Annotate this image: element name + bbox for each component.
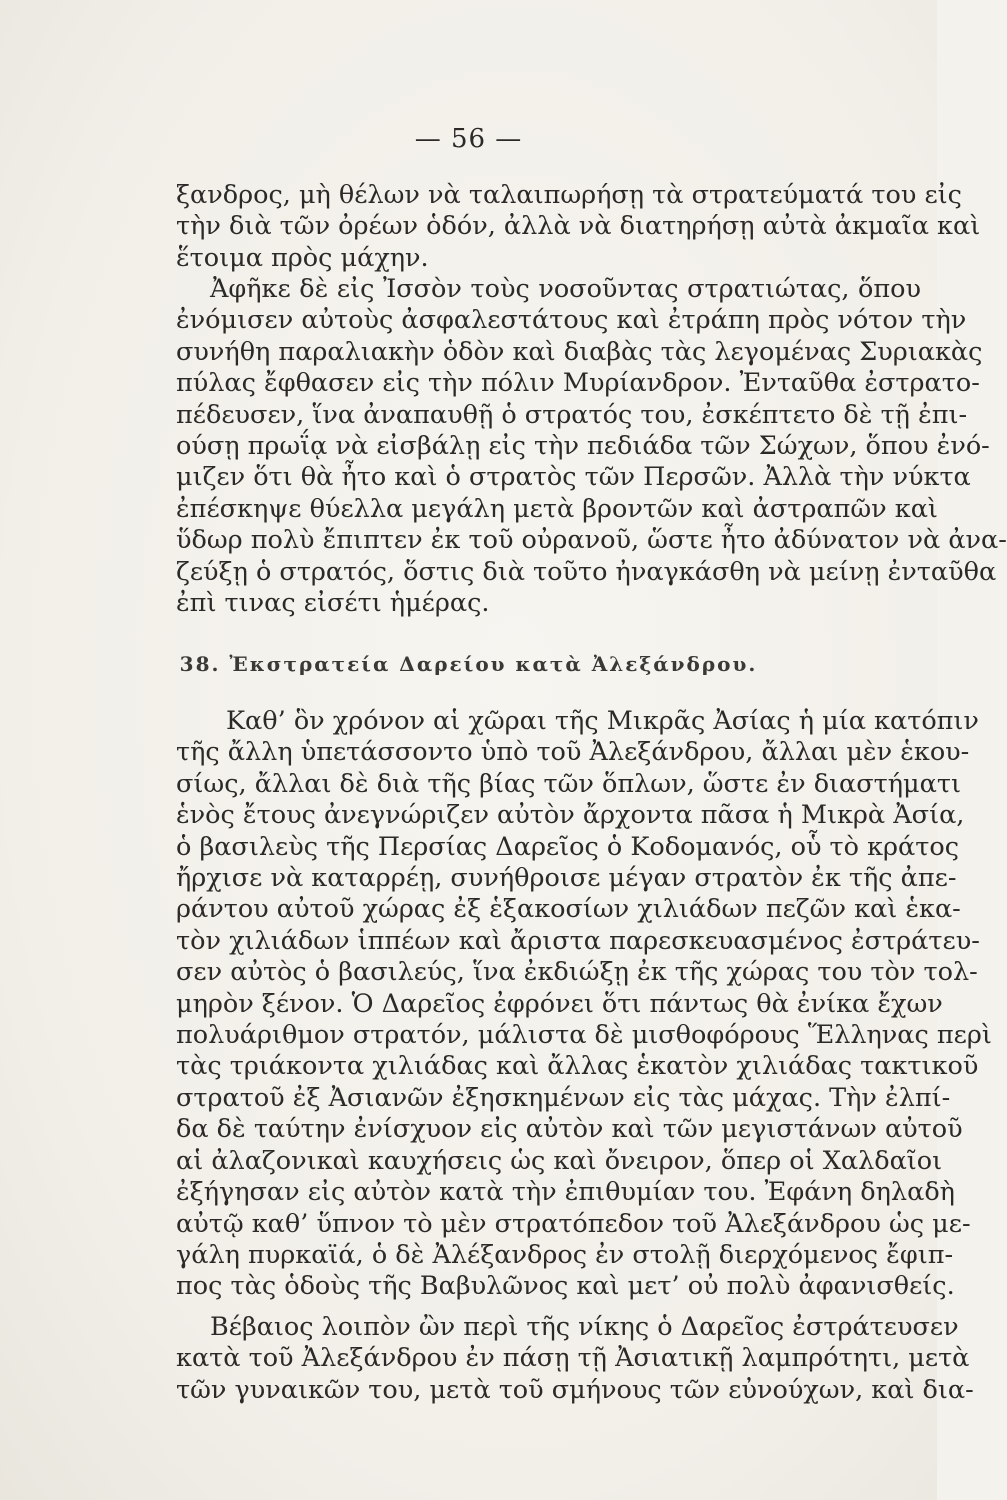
text-line: Ἀφῆκε δὲ εἰς Ἰσσὸν τοὺς νοσοῦντας στρατιώτας, ὅπου [210, 274, 921, 304]
text-line: Καθ’ ὃν χρόνον αἱ χῶραι τῆς Μικρᾶς Ἀσίας ἡ μία κατόπιν [226, 706, 979, 736]
paragraph [176, 274, 1007, 619]
text-line: αἱ ἀλαζονικαὶ καυχήσεις ὡς καὶ ὄνειρον, ὅπερ οἱ Χαλδαῖοι [176, 1145, 943, 1176]
text-line: τὰς τριάκοντα χιλιάδας καὶ ἄλλας ἑκατὸν χιλιάδας τακτικοῦ [176, 1051, 979, 1082]
text-line: δα δὲ ταύτην ἐνίσχυον εἰς αὐτὸν καὶ τῶν μεγιστάνων αὐτοῦ [176, 1114, 963, 1145]
text-line: ἕτοιμα πρὸς μάχην. [176, 242, 429, 273]
text-line: ξανδρος, μὴ θέλων νὰ ταλαιπωρήσῃ τὰ στρατεύματά του εἰς [176, 180, 962, 210]
text-line: σεν αὐτὸς ὁ βασιλεύς, ἵνα ἐκδιώξῃ ἐκ τῆς χώρας του τὸν τολ- [176, 957, 978, 988]
text-line: ἤρχισε νὰ καταρρέῃ, συνήθροισε μέγαν στρατὸν ἐκ τῆς ἀπε- [176, 863, 957, 894]
text-line: πύλας ἔφθασεν εἰς τὴν πόλιν Μυρίανδρον. Ἐνταῦθα ἐστρατο- [176, 368, 980, 399]
text-line: πος τὰς ὁδοὺς τῆς Βαβυλῶνος καὶ μετ’ οὐ πολὺ ἀφανισθείς. [176, 1271, 955, 1302]
text-line: συνήθη παραλιακὴν ὁδὸν καὶ διαβὰς τὰς λεγομένας Συριακὰς [176, 336, 983, 367]
text-line: στρατοῦ ἐξ Ἀσιανῶν ἐξησκημένων εἰς τὰς μάχας. Τὴν ἐλπί- [176, 1082, 951, 1113]
paragraph [176, 706, 992, 1303]
text-line: ράντου αὐτοῦ χώρας ἐξ ἑξακοσίων χιλιάδων πεζῶν καὶ ἑκα- [176, 894, 961, 925]
text-line: ἐπὶ τινας εἰσέτι ἡμέρας. [176, 588, 490, 619]
paragraph [176, 1312, 974, 1406]
text-line: Βέβαιος λοιπὸν ὢν περὶ τῆς νίκης ὁ Δαρεῖος ἐστράτευσεν [210, 1312, 959, 1342]
section-heading: 38. Ἐκστρατεία Δαρείου κατὰ Ἀλεξάνδρου. [179, 652, 758, 676]
text-line: ἑνὸς ἔτους ἀνεγνώριζεν αὐτὸν ἄρχοντα πᾶσα ἡ Μικρὰ Ἀσία, [176, 800, 965, 831]
text-line: ζεύξῃ ὁ στρατός, ὅστις διὰ τοῦτο ἠναγκάσθη νὰ μείνῃ ἐνταῦθα [176, 556, 997, 587]
text-line: ἐξήγησαν εἰς αὐτὸν κατὰ τὴν ἐπιθυμίαν του. Ἐφάνη δηλαδὴ [176, 1177, 955, 1208]
text-line: πέδευσεν, ἵνα ἀναπαυθῇ ὁ στρατός του, ἐσκέπτετο δὲ τῇ ἐπι- [176, 399, 968, 430]
text-line: ἐπέσκηψε θύελλα μεγάλη μετὰ βροντῶν καὶ ἀστραπῶν καὶ [176, 493, 938, 524]
text-line: μηρὸν ξένον. Ὁ Δαρεῖος ἐφρόνει ὅτι πάντως θὰ ἐνίκα ἔχων [176, 988, 943, 1019]
text-line: κατὰ τοῦ Ἀλεξάνδρου ἐν πάσῃ τῇ Ἀσιατικῇ λαμπρότητι, μετὰ [176, 1343, 970, 1374]
text-line: σίως, ἄλλαι δὲ διὰ τῆς βίας τῶν ὅπλων, ὥστε ἐν διαστήματι [176, 768, 961, 799]
text-line: ἐνόμισεν αὐτοὺς ἀσφαλεστάτους καὶ ἐτράπη πρὸς νότον τὴν [176, 305, 967, 336]
text-line: μιζεν ὅτι θὰ ἦτο καὶ ὁ στρατὸς τῶν Περσῶν. Ἀλλὰ τὴν νύκτα [176, 462, 971, 493]
text-line: ούσῃ πρωΐᾳ νὰ εἰσβάλῃ εἰς τὴν πεδιάδα τῶν Σώχων, ὅπου ἐνό- [176, 431, 990, 462]
paragraph-continuation [176, 180, 981, 274]
text-line: ὁ βασιλεὺς τῆς Περσίας Δαρεῖος ὁ Κοδομανός, οὗ τὸ κράτος [176, 831, 960, 862]
text-line: ὕδωρ πολὺ ἔπιπτεν ἐκ τοῦ οὐρανοῦ, ὥστε ἦτο ἀδύνατον νὰ ἀνα- [176, 525, 1007, 556]
text-line: αὐτῷ καθ’ ὕπνον τὸ μὲν στρατόπεδον τοῦ Ἀλεξάνδρου ὡς με- [176, 1208, 971, 1239]
text-line: γάλη πυρκαϊά, ὁ δὲ Ἀλέξανδρος ἐν στολῇ διερχόμενος ἔφιπ- [176, 1239, 954, 1270]
text-line: τῶν γυναικῶν του, μετὰ τοῦ σμήνους τῶν εὐνούχων, καὶ δια- [176, 1374, 974, 1405]
text-line: πολυάριθμον στρατόν, μάλιστα δὲ μισθοφόρους Ἕλληνας περὶ [176, 1020, 992, 1051]
text-line: τὸν χιλιάδων ἱππέων καὶ ἄριστα παρεσκευασμένος ἐστράτευ- [176, 925, 980, 956]
text-line: τῆς ἄλλη ὑπετάσσοντο ὑπὸ τοῦ Ἀλεξάνδρου, ἄλλαι μὲν ἑκου- [176, 737, 970, 768]
page-number: — 56 — [414, 124, 523, 154]
text-line: τὴν διὰ τῶν ὀρέων ὁδόν, ἀλλὰ νὰ διατηρήσῃ αὐτὰ ἀκμαῖα καὶ [176, 211, 981, 242]
